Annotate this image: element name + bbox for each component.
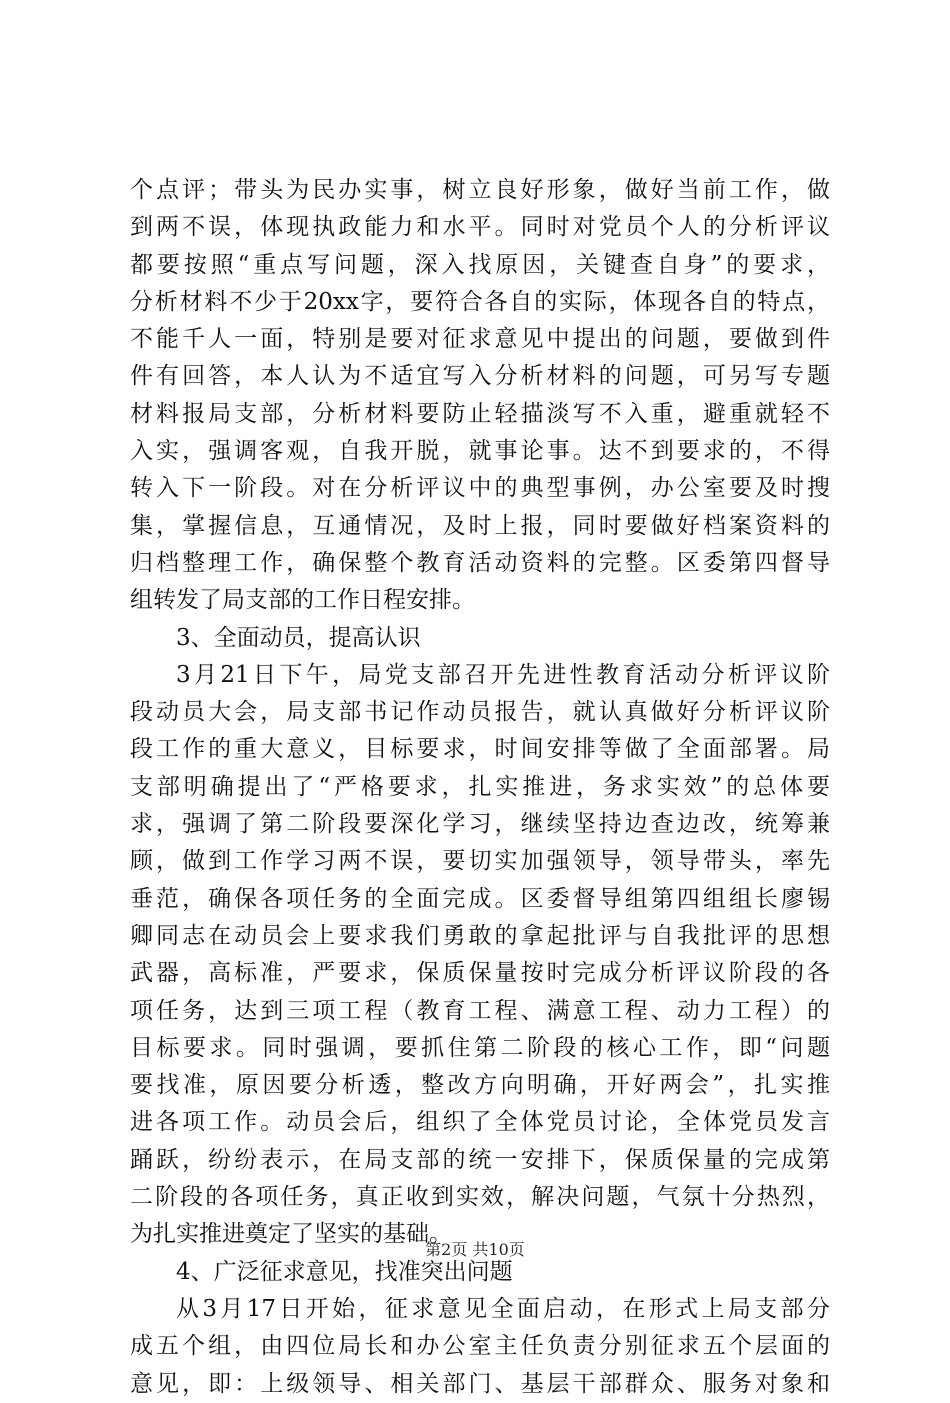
text-line: 支部明确提出了“严格要求，扎实推进，务求实效”的总体要: [130, 773, 830, 800]
text-line: 目标要求。同时强调，要抓住第二阶段的核心工作，即“问题: [130, 1034, 830, 1061]
text-line: 武器，高标准，严要求，保质保量按时完成分析评议阶段的各: [130, 960, 830, 987]
text-line: 为扎实推进奠定了坚实的基础。: [130, 1221, 452, 1248]
text-line: 集，掌握信息，互通情况，及时上报，同时要做好档案资料的: [130, 512, 830, 539]
text-line: 都要按照“重点写问题，深入找原因，关键查自身”的要求，: [130, 251, 830, 278]
text-line: 项任务，达到三项工程（教育工程、满意工程、动力工程）的: [130, 997, 830, 1024]
text-line: 要找准，原因要分析透，整改方向明确，开好两会”，扎实推: [130, 1072, 830, 1099]
text-line: 踊跃，纷纷表示，在局支部的统一安排下，保质保量的完成第: [130, 1146, 830, 1173]
text-line: 不能千人一面，特别是要对征求意见中提出的问题，要做到件: [130, 326, 830, 353]
text-line: 求，强调了第二阶段要深化学习，继续坚持边查边改，统筹兼: [130, 811, 830, 838]
text-line: 到两不误，体现执政能力和水平。同时对党员个人的分析评议: [130, 214, 830, 241]
text-line: 进各项工作。动员会后，组织了全体党员讨论，全体党员发言: [130, 1109, 830, 1136]
text-line: 转入下一阶段。对在分析评议中的典型事例，办公室要及时搜: [130, 475, 830, 502]
section-heading: 4、广泛征求意见，找准突出问题: [176, 1258, 513, 1285]
text-line: 意见，即：上级领导、相关部门、基层干部群众、服务对象和: [130, 1370, 830, 1397]
text-line: 从3月17日开始，征求意见全面启动，在形式上局支部分: [176, 1295, 830, 1322]
text-line: 垂范，确保各项任务的全面完成。区委督导组第四组组长廖锡: [130, 885, 830, 912]
document-body: [130, 172, 830, 1403]
text-line: 3月21日下午，局党支部召开先进性教育活动分析评议阶: [176, 661, 830, 688]
text-line: 组转发了局支部的工作日程安排。: [130, 587, 475, 614]
section-heading: 3、全面动员，提高认识: [176, 624, 421, 651]
text-line: 二阶段的各项任务，真正收到实效，解决问题，气氛十分热烈，: [130, 1184, 830, 1211]
text-line: 成五个组，由四位局长和办公室主任负责分别征求五个层面的: [130, 1333, 830, 1360]
text-line: 材料报局支部，分析材料要防止轻描淡写不入重，避重就轻不: [130, 400, 830, 427]
text-line: 归档整理工作，确保整个教育活动资料的完整。区委第四督导: [130, 549, 830, 576]
text-line: 分析材料不少于20xx字，要符合各自的实际，体现各自的特点，: [130, 288, 830, 315]
text-line: 个点评；带头为民办实事，树立良好形象，做好当前工作，做: [130, 177, 830, 203]
text-line: 卿同志在动员会上要求我们勇敢的拿起批评与自我批评的思想: [130, 922, 830, 949]
text-line: 段动员大会，局支部书记作动员报告，就认真做好分析评议阶: [130, 699, 830, 726]
text-line: 入实，强调客观，自我开脱，就事论事。达不到要求的，不得: [130, 438, 830, 465]
text-line: 件有回答，本人认为不适宜写入分析材料的问题，可另写专题: [130, 363, 830, 390]
text-line: 顾，做到工作学习两不误，要切实加强领导，领导带头，率先: [130, 848, 830, 875]
page-footer: 第2页 共10页: [425, 1240, 525, 1259]
text-line: 段工作的重大意义，目标要求，时间安排等做了全面部署。局: [130, 736, 830, 763]
